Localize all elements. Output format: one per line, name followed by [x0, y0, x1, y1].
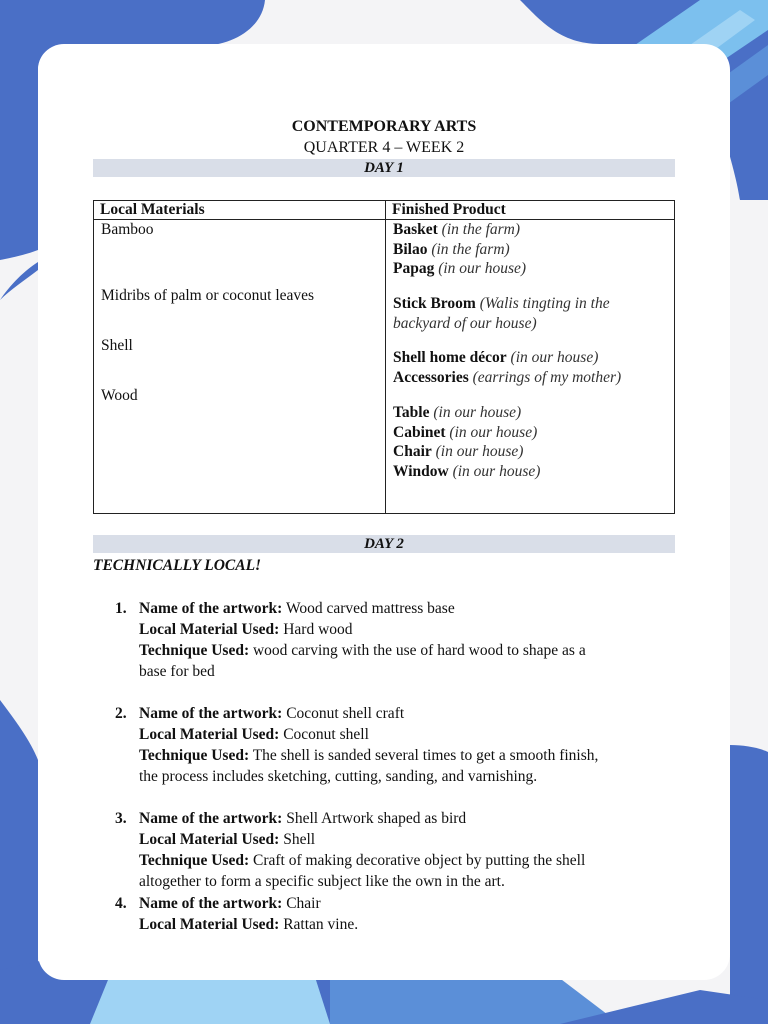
technique-line: Technique Used: Craft of making decorative object by putting the shell [139, 852, 586, 869]
artwork-line: Name of the artwork: Wood carved mattress base [139, 600, 455, 617]
product-item: Papag (in our house) [393, 260, 527, 277]
product-item: Basket (in the farm) [393, 221, 521, 238]
technique-line: Technique Used: wood carving with the use of hard wood to shape as a [139, 642, 586, 659]
table-header-products: Finished Product [386, 201, 675, 220]
artwork-item-1 [115, 598, 679, 682]
artwork-line: Name of the artwork: Shell Artwork shaped as bird [139, 810, 467, 827]
artwork-item-4 [115, 893, 679, 935]
item-number: 1. [115, 600, 127, 617]
material-item: Shell [101, 337, 133, 354]
technique-line-cont: base for bed [139, 663, 215, 680]
products-cell [386, 220, 675, 514]
day1-heading: DAY 1 [93, 159, 675, 177]
material-line: Local Material Used: Rattan vine. [139, 916, 359, 933]
materials-cell [94, 220, 386, 514]
product-item: Stick Broom (Walis tingting in the [393, 295, 610, 312]
artwork-line: Name of the artwork: Chair [139, 895, 321, 912]
material-line: Local Material Used: Hard wood [139, 621, 353, 638]
item-number: 4. [115, 895, 127, 912]
product-item: Bilao (in the farm) [393, 241, 510, 258]
bg-shape-right-lower [730, 745, 768, 1024]
item-number: 3. [115, 810, 127, 827]
technique-line-cont: the process includes sketching, cutting, sanding, and varnishing. [139, 768, 538, 785]
product-item: Table (in our house) [393, 404, 522, 421]
artwork-line: Name of the artwork: Coconut shell craft [139, 705, 405, 722]
document-title: CONTEMPORARY ARTS [291, 118, 477, 135]
product-item: Accessories (earrings of my mother) [393, 369, 622, 386]
document-subtitle: QUARTER 4 – WEEK 2 [303, 139, 465, 156]
material-item: Wood [101, 387, 138, 404]
item-number: 2. [115, 705, 127, 722]
material-item: Bamboo [101, 221, 154, 238]
technique-line-cont: altogether to form a specific subject like the own in the art. [139, 873, 505, 890]
product-item: Window (in our house) [393, 463, 541, 480]
day2-heading: DAY 2 [93, 535, 675, 553]
product-item: Cabinet (in our house) [393, 424, 538, 441]
section-title: TECHNICALLY LOCAL! [93, 557, 262, 574]
materials-table [93, 200, 675, 514]
bg-shape-left-wave [0, 262, 38, 300]
product-item: Chair (in our house) [393, 443, 524, 460]
technique-line: Technique Used: The shell is sanded several times to get a smooth finish, [139, 747, 599, 764]
material-line: Local Material Used: Shell [139, 831, 316, 848]
product-item: Shell home décor (in our house) [393, 349, 599, 366]
product-item: backyard of our house) [393, 315, 537, 332]
table-header-materials: Local Materials [94, 201, 386, 220]
artwork-item-3 [115, 808, 679, 892]
material-line: Local Material Used: Coconut shell [139, 726, 369, 743]
artwork-item-2 [115, 703, 679, 787]
material-item: Midribs of palm or coconut leaves [101, 287, 315, 304]
